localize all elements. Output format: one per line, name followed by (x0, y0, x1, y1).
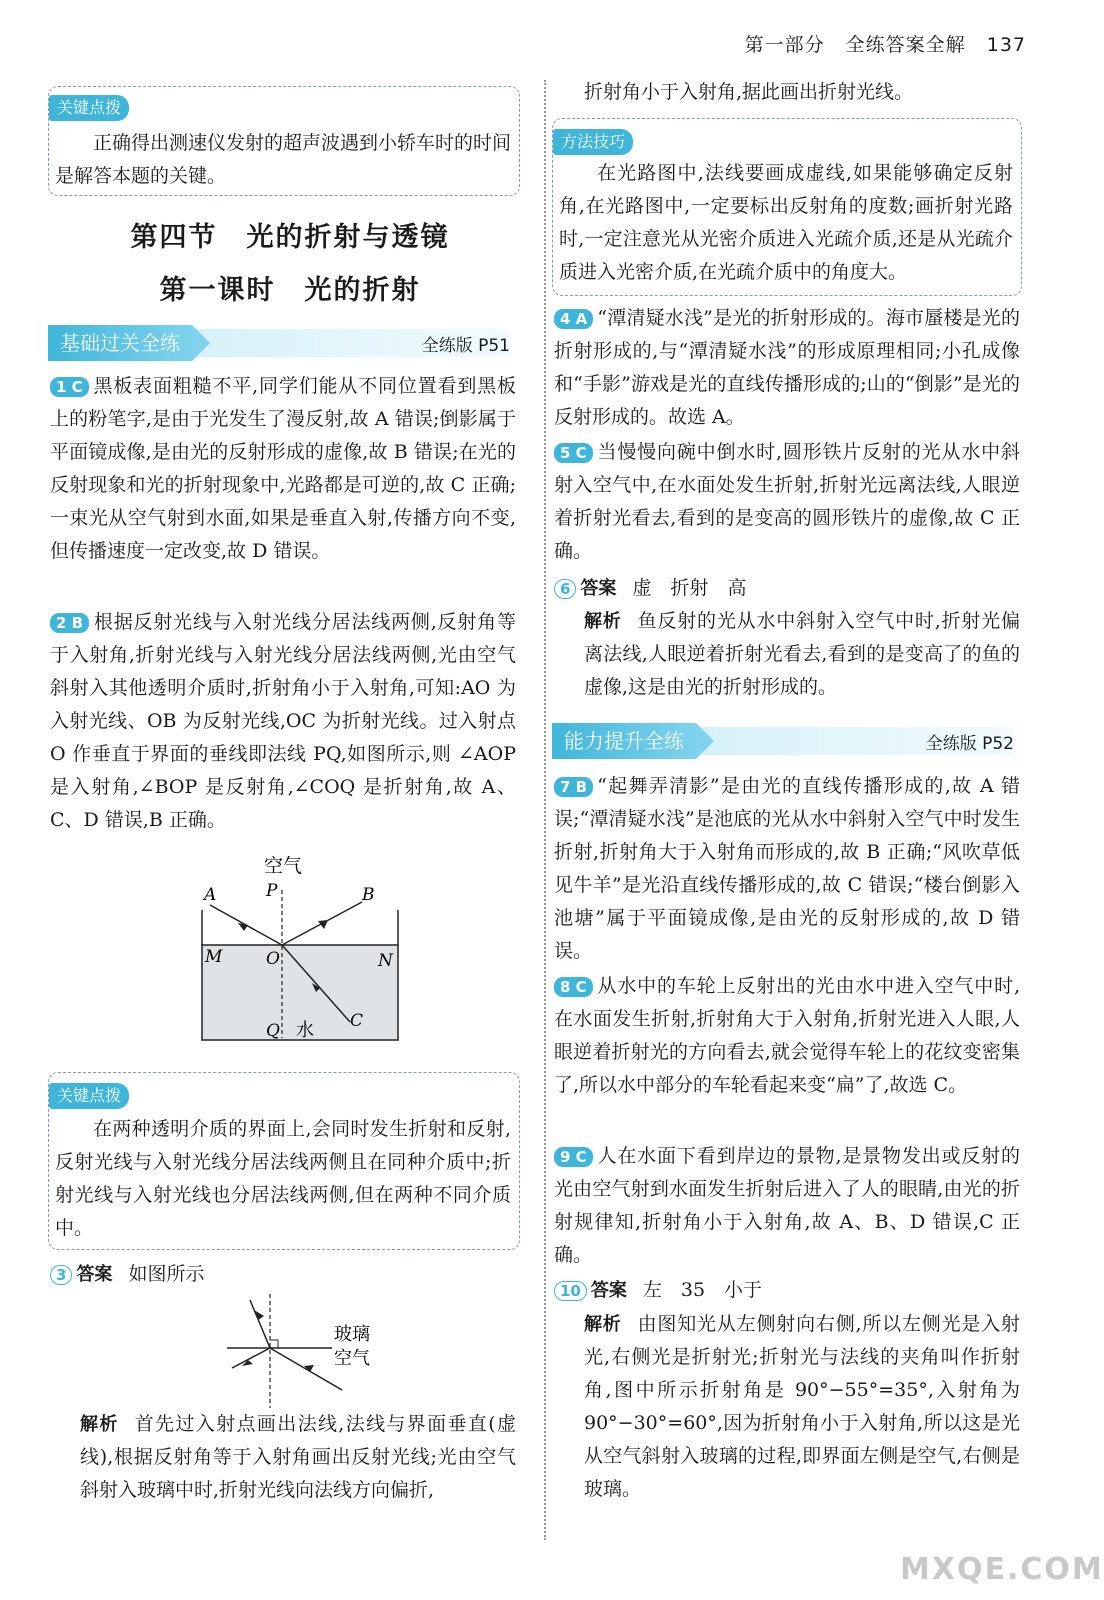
analysis-label: 解析 (80, 1414, 119, 1435)
question-number: 8 C (554, 977, 593, 997)
tip-text-3: 在光路图中,法线要画成虚线,如果能够确定反射角,在光路图中,一定要标出反射角的度数;画折射光路时,一定注意光从光密介质进入光疏介质,还是从光疏介质进入光密介质,在光疏介质中的角度大。 (559, 162, 1013, 283)
analysis-label: 解析 (584, 1314, 622, 1335)
question-5 (554, 436, 1020, 568)
question-9 (554, 1140, 1020, 1272)
question-10-answer (554, 1274, 1020, 1307)
label-o: O (266, 949, 280, 969)
tip-tag-2: 关键点拨 (49, 1083, 129, 1109)
label-m: M (205, 947, 223, 967)
banner-ability-ref: 全练版 P52 (925, 733, 1014, 754)
question-number: 4 A (554, 309, 593, 329)
label-air: 空气 (334, 1348, 370, 1369)
question-10-analysis (584, 1308, 1020, 1506)
refraction-answer-diagram (222, 1292, 392, 1410)
question-3-answer (50, 1258, 516, 1291)
tip-tag-1: 关键点拨 (49, 95, 129, 121)
question-10-answer-text: 左 35 小于 (642, 1279, 763, 1301)
question-4 (554, 302, 1020, 434)
tip-box-2 (48, 1072, 520, 1250)
question-number: 10 (554, 1281, 587, 1301)
question-8 (554, 970, 1020, 1102)
tip-box-3 (552, 118, 1022, 296)
label-b: B (362, 885, 375, 905)
label-glass: 玻璃 (334, 1324, 370, 1345)
tip-text-1: 正确得出测速仪发射的超声波遇到小轿车时的时间是解答本题的关键。 (55, 132, 512, 187)
label-p: P (266, 881, 278, 901)
label-water: 水 (296, 1020, 314, 1041)
answer-label: 答案 (580, 578, 617, 599)
label-air: 空气 (264, 855, 303, 877)
question-number: 5 C (554, 443, 593, 463)
arrow-icon (238, 923, 248, 931)
watermark: MXQE.COM (900, 1552, 1104, 1587)
question-4-text: “潭清疑水浅”是光的折射形成的。海市蜃楼是光的折射形成的,与“潭清疑水浅”的形成原理相同;小孔成像和“手影”游戏是光的直线传播形成的;山的“倒影”是光的反射形成的。故选 A。 (554, 307, 1020, 428)
column-divider (544, 80, 546, 1540)
question-1 (50, 370, 516, 568)
question-3-analysis-text: 首先过入射点画出法线,法线与界面垂直(虚线),根据反射角等于入射角画出反射光线;光由空气斜射入玻璃中时,折射光线向法线方向偏折, (80, 1413, 516, 1501)
question-1-text: 黑板表面粗糙不平,同学们能从不同位置看到黑板上的粉笔字,是由于光发生了漫反射,故 A 错误;倒影属于平面镜成像,是由光的反射形成的虚像,故 B 错误;在光的反射现象和光的折射现象中,光路都是可逆的,故 C 正确;一束光从空气射到水面,如果是垂直入射,传播方向不变,但传播速度一定改变,故 D 错误。 (50, 375, 516, 562)
continued-text: 折射角小于入射角,据此画出折射光线。 (584, 81, 914, 103)
question-8-text: 从水中的车轮上反射出的光由水中进入空气中时,在水面发生折射,折射角大于入射角,折射光进入人眼,人眼逆着折射光的方向看去,就会觉得车轮上的花纹变密集了,所以水中部分的车轮看起来变“扁”了,故选 C。 (554, 975, 1020, 1096)
question-number: 7 B (554, 777, 593, 797)
question-number: 6 (554, 579, 576, 599)
banner-basic-label: 基础过关全练 (48, 325, 192, 361)
question-number: 9 C (554, 1147, 593, 1167)
question-2-text: 根据反射光线与入射光线分居法线两侧,反射角等于入射角,折射光线与入射光线分居法线两侧,光由空气斜射入其他透明介质时,折射角小于入射角,可知:AO 为入射光线、OB 为反射光线,OC 为折射光线。过入射点 O 作垂直于界面的垂线即法线 PQ,如图所示,则 ∠AOP 是入射角,∠BOP 是反射角,∠COQ 是折射角,故 A、C、D 错误,B 正确。 (50, 611, 516, 831)
page-header (731, 30, 1026, 57)
question-7 (554, 770, 1020, 968)
refracted-ray (270, 1348, 342, 1390)
label-c: C (350, 1011, 364, 1031)
question-10-analysis-text: 由图知光从左侧射向右侧,所以左侧光是入射光,右侧光是折射光;折射光与法线的夹角叫作折射角,图中所示折射角是 90°−55°=35°,入射角为 90°−30°=60°,因为折射角小于入射角,所以这是光从空气斜射入玻璃的过程,即界面左侧是空气,右侧是玻璃。 (584, 1313, 1021, 1500)
banner-ability (552, 723, 1014, 759)
question-3-answer-text: 如图所示 (128, 1263, 205, 1285)
header-part: 第一部分 (744, 34, 825, 56)
label-q: Q (266, 1021, 280, 1041)
banner-basic-ref: 全练版 P51 (421, 335, 510, 356)
page-number: 137 (986, 34, 1026, 56)
lesson-title: 第一课时 光的折射 (159, 275, 421, 306)
question-number: 2 B (50, 613, 89, 633)
incident-ray (250, 1300, 270, 1348)
analysis-label: 解析 (584, 611, 622, 632)
refraction-diagram (190, 850, 410, 1050)
question-number: 3 (50, 1265, 72, 1285)
answer-label: 答案 (590, 1280, 627, 1301)
question-5-text: 当慢慢向碗中倒水时,圆形铁片反射的光从水中斜射入空气中,在水面处发生折射,折射光远离法线,人眼逆着折射光看去,看到的是变高的圆形铁片的虚像,故 C 正确。 (554, 441, 1020, 562)
question-6-answer-text: 虚 折射 高 (632, 577, 747, 599)
header-title: 全练答案全解 (845, 34, 966, 56)
question-9-text: 人在水面下看到岸边的景物,是景物发出或反射的光由空气射到水面发生折射后进入了人的眼睛,由光的折射规律知,折射角小于入射角,故 A、B、D 错误,C 正确。 (554, 1145, 1020, 1266)
question-6-analysis-text: 鱼反射的光从水中斜射入空气中时,折射光偏离法线,人眼逆着折射光看去,看到的是变高了的鱼的虚像,这是由光的折射形成的。 (584, 610, 1021, 698)
question-7-text: “起舞弄清影”是由光的直线传播形成的,故 A 错误;“潭清疑水浅”是池底的光从水中斜射入空气中时发生折射,折射角大于入射角而形成的,故 B 正确;“风吹草低见牛羊”是光沿直线传播形成的,故 C 错误;“楼台倒影入池塘”属于平面镜成像,是由光的反射形成的,故 D 错误。 (554, 775, 1020, 962)
reflected-ray (232, 1348, 270, 1368)
tip-box-1 (48, 86, 520, 196)
label-n: N (378, 951, 393, 971)
tip-tag-3: 方法技巧 (553, 129, 633, 155)
banner-ability-label: 能力提升全练 (552, 723, 696, 759)
label-a: A (204, 885, 217, 905)
question-number: 1 C (50, 377, 89, 397)
question-3-analysis (80, 1408, 516, 1507)
question-6-answer (554, 572, 1020, 605)
section-title: 第四节 光的折射与透镜 (130, 222, 450, 253)
question-6-analysis (584, 605, 1020, 704)
banner-basic (48, 325, 510, 361)
right-angle-mark (270, 1340, 278, 1348)
tip-text-2: 在两种透明介质的界面上,会同时发生折射和反射,反射光线与入射光线分居法线两侧且在同种介质中;折射光线与入射光线也分居法线两侧,但在两种不同介质中。 (55, 1118, 511, 1239)
question-2 (50, 606, 516, 837)
answer-label: 答案 (76, 1264, 113, 1285)
arrow-icon (242, 1360, 253, 1366)
